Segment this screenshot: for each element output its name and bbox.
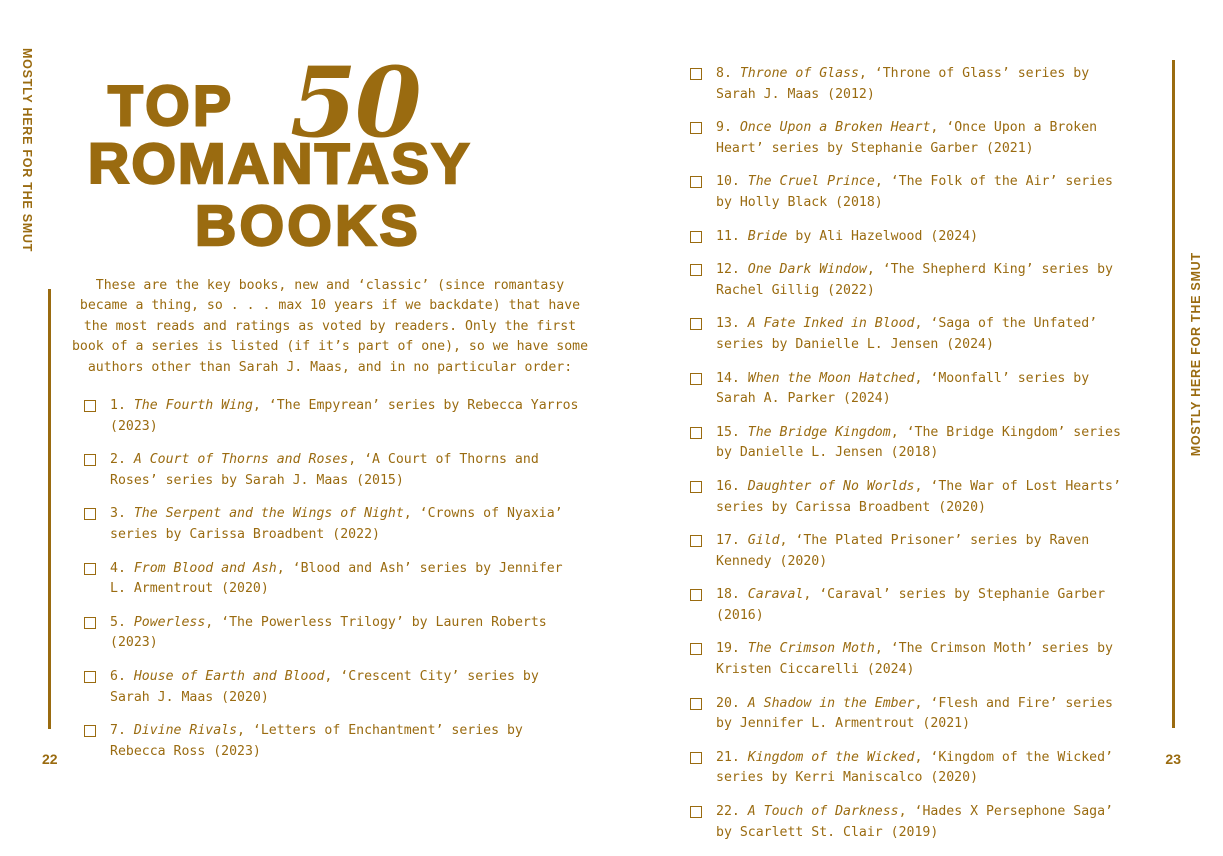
running-head-right: MOSTLY HERE FOR THE SMUT [1189, 252, 1203, 457]
list-item-number: 18. [716, 587, 748, 603]
checkbox-icon[interactable] [690, 264, 702, 276]
title-number: 50 [290, 46, 420, 159]
book-meta: , ‘Crowns of Nyaxia’ series by Carissa Broadbent (2022) [110, 506, 563, 542]
checkbox-icon[interactable] [84, 563, 96, 575]
list-item[interactable] [84, 721, 584, 762]
list-item-number: 6. [110, 668, 134, 684]
list-item-number: 13. [716, 316, 748, 332]
book-title: One Dark Window [747, 262, 867, 278]
book-title: Powerless [133, 614, 206, 630]
book-title: Once Upon a Broken Heart [739, 120, 931, 136]
checkbox-icon[interactable] [84, 671, 96, 683]
list-item-number: 20. [716, 695, 748, 711]
list-item-number: 12. [716, 262, 748, 278]
list-item-number: 16. [716, 478, 748, 494]
book-meta: , ‘Caraval’ series by Stephanie Garber (2016) [716, 587, 1106, 623]
list-item-number: 9. [716, 120, 740, 136]
book-list-right [690, 64, 1130, 856]
list-item-number: 10. [716, 174, 748, 190]
list-item-number: 1. [110, 398, 134, 413]
book-title: The Cruel Prince [747, 174, 875, 190]
book-meta: , ‘The Crimson Moth’ series by Kristen Ciccarelli (2024) [716, 641, 1113, 678]
list-item-number: 3. [110, 506, 134, 522]
list-item[interactable] [690, 314, 1130, 355]
list-item-number: 19. [716, 641, 748, 657]
checkbox-icon[interactable] [690, 176, 702, 188]
book-title: The Bridge Kingdom [747, 424, 891, 440]
book-list-left [84, 396, 584, 775]
list-item[interactable] [690, 64, 1130, 105]
title-line-middle: ROMANTASY [88, 132, 472, 196]
book-meta: , ‘The Folk of the Air’ series by Holly Black (2018) [716, 174, 1113, 210]
book-title: From Blood and Ash [133, 560, 277, 576]
book-meta: , ‘Once Upon a Broken Heart’ series by Stephanie Garber (2021) [716, 120, 1098, 156]
list-item[interactable] [84, 450, 584, 491]
title-line-top: TOP [108, 74, 235, 138]
book-title: The Crimson Moth [747, 641, 875, 657]
list-item[interactable] [690, 260, 1130, 301]
checkbox-icon[interactable] [690, 752, 702, 764]
list-item[interactable] [690, 694, 1130, 735]
book-meta: , ‘The Plated Prisoner’ series by Raven Kennedy (2020) [716, 533, 1090, 569]
book-title: Caraval [747, 587, 804, 603]
list-item-number: 2. [110, 452, 134, 468]
book-title: A Shadow in the Ember [747, 695, 915, 711]
page-title [80, 46, 580, 258]
checkbox-icon[interactable] [690, 318, 702, 330]
book-title: Daughter of No Worlds [747, 478, 915, 494]
left-vertical-rule [48, 289, 51, 729]
list-item-number: 4. [110, 560, 134, 576]
book-meta: , ‘The Bridge Kingdom’ series by Danielle L. Jensen (2018) [716, 424, 1121, 461]
list-item-number: 11. [716, 228, 748, 244]
book-meta: , ‘The Powerless Trilogy’ by Lauren Roberts (2023) [110, 614, 547, 651]
book-meta: , ‘A Court of Thorns and Roses’ series by Sarah J. Maas (2015) [110, 452, 539, 488]
book-title: Throne of Glass [739, 66, 859, 81]
book-meta: , ‘Kingdom of the Wicked’ series by Kerri Maniscalco (2020) [716, 749, 1113, 786]
list-item-number: 7. [110, 723, 134, 739]
list-item[interactable] [690, 172, 1130, 213]
book-meta: , ‘Saga of the Unfated’ series by Danielle L. Jensen (2024) [716, 316, 1098, 352]
list-item[interactable] [690, 227, 1130, 248]
book-meta: , ‘Letters of Enchantment’ series by Rebecca Ross (2023) [110, 723, 523, 759]
book-meta: , ‘Hades X Persephone Saga’ by Scarlett St. Clair (2019) [716, 804, 1113, 840]
checkbox-icon[interactable] [690, 68, 702, 80]
book-meta: , ‘Moonfall’ series by Sarah A. Parker (2024) [716, 370, 1090, 407]
book-title: A Court of Thorns and Roses [133, 452, 349, 468]
book-meta: , ‘The Shepherd King’ series by Rachel Gillig (2022) [716, 262, 1113, 298]
book-title: House of Earth and Blood [133, 668, 325, 684]
checkbox-icon[interactable] [84, 454, 96, 466]
right-vertical-rule [1172, 60, 1175, 728]
book-title: A Fate Inked in Blood [747, 316, 915, 332]
book-meta: , ‘Flesh and Fire’ series by Jennifer L. Armentrout (2021) [716, 695, 1113, 732]
book-meta: by Ali Hazelwood (2024) [787, 228, 979, 244]
title-line-bottom: BOOKS [195, 194, 422, 258]
page-number-left: 22 [42, 751, 58, 767]
book-title: Bride [747, 228, 788, 244]
checkbox-icon[interactable] [690, 427, 702, 439]
checkbox-icon[interactable] [84, 400, 96, 412]
book-title: When the Moon Hatched [747, 370, 915, 386]
list-item[interactable] [690, 118, 1130, 159]
running-head-left: MOSTLY HERE FOR THE SMUT [20, 48, 34, 253]
book-meta: , ‘The War of Lost Hearts’ series by Carissa Broadbent (2020) [716, 478, 1121, 515]
checkbox-icon[interactable] [690, 231, 702, 243]
page-number-right: 23 [1165, 751, 1181, 767]
list-item[interactable] [84, 504, 584, 545]
list-item-number: 17. [716, 533, 748, 549]
checkbox-icon[interactable] [690, 535, 702, 547]
list-item-number: 8. [716, 66, 740, 81]
book-title: Kingdom of the Wicked [747, 749, 915, 765]
list-item[interactable] [690, 369, 1130, 410]
checkbox-icon[interactable] [84, 508, 96, 520]
book-title: A Touch of Darkness [747, 804, 899, 820]
list-item[interactable] [690, 748, 1130, 789]
intro-paragraph: These are the key books, new and ‘classic’ (since romantasy became a thing, so . . . max 10 years if we backdate) that have the most reads and ratings as voted by readers. Only the first book of a series is listed (if it’s part of one), so we have some authors other than Sarah J. Maas, and in no particular order: [71, 278, 589, 375]
book-title: The Serpent and the Wings of Night [133, 506, 404, 522]
list-item-number: 5. [110, 614, 134, 630]
book-title: Gild [747, 533, 780, 549]
checkbox-icon[interactable] [690, 373, 702, 385]
list-item-number: 15. [716, 424, 748, 440]
list-item[interactable] [690, 585, 1130, 626]
book-title: Divine Rivals [133, 723, 238, 739]
checkbox-icon[interactable] [690, 122, 702, 134]
list-item[interactable] [84, 559, 584, 600]
book-meta: , ‘Throne of Glass’ series by Sarah J. Maas (2012) [716, 66, 1090, 102]
list-item[interactable] [84, 396, 584, 437]
list-item[interactable] [690, 423, 1130, 464]
checkbox-icon[interactable] [84, 725, 96, 737]
list-item-number: 21. [716, 749, 748, 765]
book-meta: , ‘Blood and Ash’ series by Jennifer L. Armentrout (2020) [110, 560, 563, 597]
checkbox-icon[interactable] [690, 481, 702, 493]
book-meta: , ‘Crescent City’ series by Sarah J. Maas (2020) [110, 668, 539, 705]
book-title: The Fourth Wing [133, 398, 253, 413]
book-meta: , ‘The Empyrean’ series by Rebecca Yarros (2023) [110, 398, 579, 434]
list-item[interactable] [690, 531, 1130, 572]
checkbox-icon[interactable] [690, 698, 702, 710]
list-item[interactable] [84, 667, 584, 708]
checkbox-icon[interactable] [84, 617, 96, 629]
list-item[interactable] [690, 477, 1130, 518]
list-item[interactable] [690, 639, 1130, 680]
list-item[interactable] [690, 802, 1130, 843]
checkbox-icon[interactable] [690, 589, 702, 601]
list-item-number: 22. [716, 804, 748, 820]
list-item-number: 14. [716, 370, 748, 386]
checkbox-icon[interactable] [690, 643, 702, 655]
list-item[interactable] [84, 613, 584, 654]
checkbox-icon[interactable] [690, 806, 702, 818]
